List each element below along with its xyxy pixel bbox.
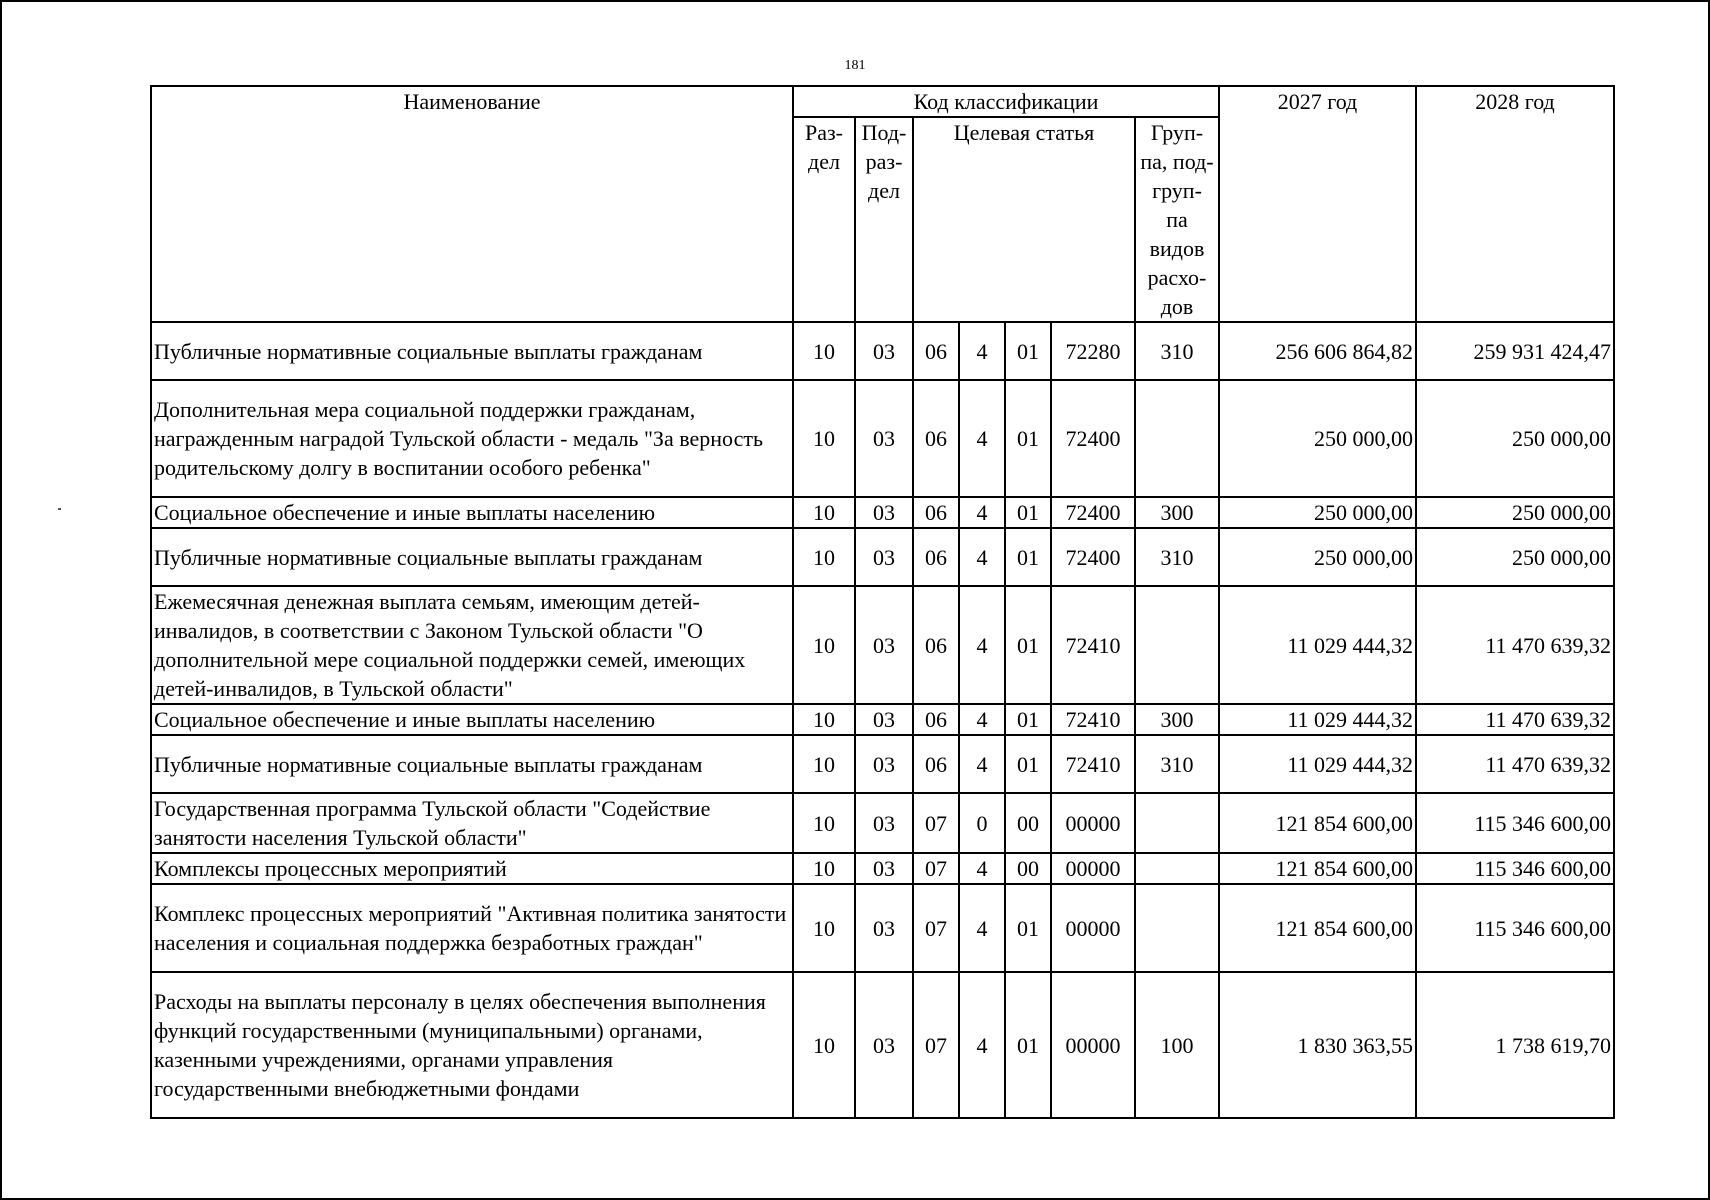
- row-amount-2028: 115 346 600,00: [1416, 793, 1614, 853]
- row-amount-2028: 115 346 600,00: [1416, 884, 1614, 972]
- row-target-sub: 01: [1005, 497, 1051, 528]
- row-target-direction: 72280: [1051, 322, 1135, 380]
- row-podrazdel: 03: [855, 735, 913, 793]
- row-name: Расходы на выплаты персоналу в целях обеспечения выполнения функций государственными (муниципальными) органами, казенными учреждениями, органами управления государственными внебюджетными фондами: [151, 972, 793, 1118]
- row-expense-group: 310: [1135, 528, 1219, 586]
- row-name: Комплекс процессных мероприятий "Активная политика занятости населения и социальная поддержка безработных граждан": [151, 884, 793, 972]
- row-target-direction: 72400: [1051, 528, 1135, 586]
- row-target-program: 06: [913, 497, 959, 528]
- row-target-program: 07: [913, 884, 959, 972]
- header-expense-group: Груп- па, под- груп- па видов расхо- дов: [1135, 117, 1219, 322]
- row-target-type: 4: [959, 853, 1005, 884]
- row-expense-group: 310: [1135, 735, 1219, 793]
- row-podrazdel: 03: [855, 497, 913, 528]
- row-amount-2028: 115 346 600,00: [1416, 853, 1614, 884]
- row-expense-group: 300: [1135, 497, 1219, 528]
- header-year-2028: 2028 год: [1416, 86, 1614, 322]
- row-name: Государственная программа Тульской области "Содействие занятости населения Тульской области": [151, 793, 793, 853]
- row-target-direction: 72400: [1051, 380, 1135, 497]
- row-podrazdel: 03: [855, 380, 913, 497]
- row-target-sub: 01: [1005, 735, 1051, 793]
- table-row: [151, 972, 1614, 1118]
- row-target-sub: 01: [1005, 972, 1051, 1118]
- row-target-direction: 72400: [1051, 497, 1135, 528]
- row-target-program: 07: [913, 853, 959, 884]
- row-amount-2027: 121 854 600,00: [1219, 853, 1416, 884]
- table-row: [151, 853, 1614, 884]
- row-podrazdel: 03: [855, 853, 913, 884]
- row-amount-2028: 11 470 639,32: [1416, 586, 1614, 704]
- row-target-type: 4: [959, 704, 1005, 735]
- row-target-type: 4: [959, 322, 1005, 380]
- row-target-type: 4: [959, 380, 1005, 497]
- row-amount-2027: 1 830 363,55: [1219, 972, 1416, 1118]
- header-target-article: Целевая статья: [913, 117, 1135, 322]
- row-amount-2027: 11 029 444,32: [1219, 704, 1416, 735]
- table-row: [151, 586, 1614, 704]
- row-razdel: 10: [793, 972, 855, 1118]
- row-target-type: 4: [959, 497, 1005, 528]
- row-amount-2028: 250 000,00: [1416, 528, 1614, 586]
- table-row: [151, 380, 1614, 497]
- page-number: 181: [844, 58, 866, 73]
- row-target-sub: 01: [1005, 380, 1051, 497]
- header-year-2027: 2027 год: [1219, 86, 1416, 322]
- row-name: Публичные нормативные социальные выплаты гражданам: [151, 735, 793, 793]
- row-expense-group: [1135, 586, 1219, 704]
- row-amount-2027: 256 606 864,82: [1219, 322, 1416, 380]
- row-podrazdel: 03: [855, 586, 913, 704]
- table-row: [151, 497, 1614, 528]
- row-target-type: 4: [959, 528, 1005, 586]
- row-target-program: 07: [913, 972, 959, 1118]
- row-expense-group: 310: [1135, 322, 1219, 380]
- row-name: Дополнительная мера социальной поддержки гражданам, награжденным наградой Тульской области - медаль "За верность родительскому долгу в воспитании особого ребенка": [151, 380, 793, 497]
- row-target-type: 4: [959, 884, 1005, 972]
- row-amount-2027: 121 854 600,00: [1219, 793, 1416, 853]
- row-razdel: 10: [793, 735, 855, 793]
- row-target-direction: 72410: [1051, 704, 1135, 735]
- row-podrazdel: 03: [855, 704, 913, 735]
- row-podrazdel: 03: [855, 793, 913, 853]
- budget-table: [150, 85, 1615, 1119]
- row-amount-2028: 11 470 639,32: [1416, 735, 1614, 793]
- row-amount-2028: 11 470 639,32: [1416, 704, 1614, 735]
- row-razdel: 10: [793, 322, 855, 380]
- row-target-program: 06: [913, 380, 959, 497]
- row-target-type: 4: [959, 586, 1005, 704]
- table-row: [151, 793, 1614, 853]
- row-target-sub: 01: [1005, 704, 1051, 735]
- row-razdel: 10: [793, 528, 855, 586]
- row-name: Социальное обеспечение и иные выплаты населению: [151, 497, 793, 528]
- row-podrazdel: 03: [855, 972, 913, 1118]
- row-name: Социальное обеспечение и иные выплаты населению: [151, 704, 793, 735]
- table-row: [151, 735, 1614, 793]
- row-amount-2028: 250 000,00: [1416, 380, 1614, 497]
- row-amount-2027: 250 000,00: [1219, 380, 1416, 497]
- row-amount-2028: 250 000,00: [1416, 497, 1614, 528]
- table-row: [151, 322, 1614, 380]
- row-target-direction: 00000: [1051, 884, 1135, 972]
- row-name: Ежемесячная денежная выплата семьям, имеющим детей-инвалидов, в соответствии с Законом Тульской области "О дополнительной мере социальной поддержки семей, имеющих детей-инвалидов, в Тульской области": [151, 586, 793, 704]
- header-code: Код классификации: [793, 86, 1219, 117]
- row-target-type: 4: [959, 972, 1005, 1118]
- row-expense-group: [1135, 884, 1219, 972]
- row-amount-2028: 1 738 619,70: [1416, 972, 1614, 1118]
- row-target-direction: 72410: [1051, 735, 1135, 793]
- row-target-sub: 01: [1005, 528, 1051, 586]
- row-expense-group: [1135, 853, 1219, 884]
- row-amount-2027: 121 854 600,00: [1219, 884, 1416, 972]
- row-razdel: 10: [793, 853, 855, 884]
- header-podrazdel: Под- раз- дел: [855, 117, 913, 322]
- row-target-program: 06: [913, 322, 959, 380]
- row-target-program: 07: [913, 793, 959, 853]
- row-podrazdel: 03: [855, 322, 913, 380]
- header-name: Наименование: [151, 86, 793, 322]
- table-row: [151, 704, 1614, 735]
- row-expense-group: 300: [1135, 704, 1219, 735]
- row-expense-group: [1135, 793, 1219, 853]
- row-target-sub: 01: [1005, 884, 1051, 972]
- row-name: Комплексы процессных мероприятий: [151, 853, 793, 884]
- row-expense-group: [1135, 380, 1219, 497]
- row-razdel: 10: [793, 380, 855, 497]
- row-target-direction: 00000: [1051, 793, 1135, 853]
- row-razdel: 10: [793, 884, 855, 972]
- row-expense-group: 100: [1135, 972, 1219, 1118]
- table-body: [151, 322, 1614, 1118]
- table-row: [151, 528, 1614, 586]
- table-row: [151, 884, 1614, 972]
- row-target-program: 06: [913, 704, 959, 735]
- row-target-type: 0: [959, 793, 1005, 853]
- row-target-program: 06: [913, 586, 959, 704]
- row-amount-2027: 250 000,00: [1219, 528, 1416, 586]
- scan-speck: [58, 508, 61, 510]
- row-razdel: 10: [793, 793, 855, 853]
- row-target-type: 4: [959, 735, 1005, 793]
- row-target-sub: 00: [1005, 853, 1051, 884]
- row-target-program: 06: [913, 735, 959, 793]
- row-target-sub: 01: [1005, 322, 1051, 380]
- row-name: Публичные нормативные социальные выплаты гражданам: [151, 322, 793, 380]
- row-amount-2027: 11 029 444,32: [1219, 735, 1416, 793]
- row-target-direction: 00000: [1051, 972, 1135, 1118]
- row-target-direction: 72410: [1051, 586, 1135, 704]
- row-razdel: 10: [793, 704, 855, 735]
- row-target-program: 06: [913, 528, 959, 586]
- header-razdel: Раз- дел: [793, 117, 855, 322]
- row-target-direction: 00000: [1051, 853, 1135, 884]
- row-razdel: 10: [793, 586, 855, 704]
- row-podrazdel: 03: [855, 528, 913, 586]
- row-amount-2027: 11 029 444,32: [1219, 586, 1416, 704]
- row-target-sub: 00: [1005, 793, 1051, 853]
- row-name: Публичные нормативные социальные выплаты гражданам: [151, 528, 793, 586]
- row-target-sub: 01: [1005, 586, 1051, 704]
- row-podrazdel: 03: [855, 884, 913, 972]
- row-razdel: 10: [793, 497, 855, 528]
- row-amount-2028: 259 931 424,47: [1416, 322, 1614, 380]
- row-amount-2027: 250 000,00: [1219, 497, 1416, 528]
